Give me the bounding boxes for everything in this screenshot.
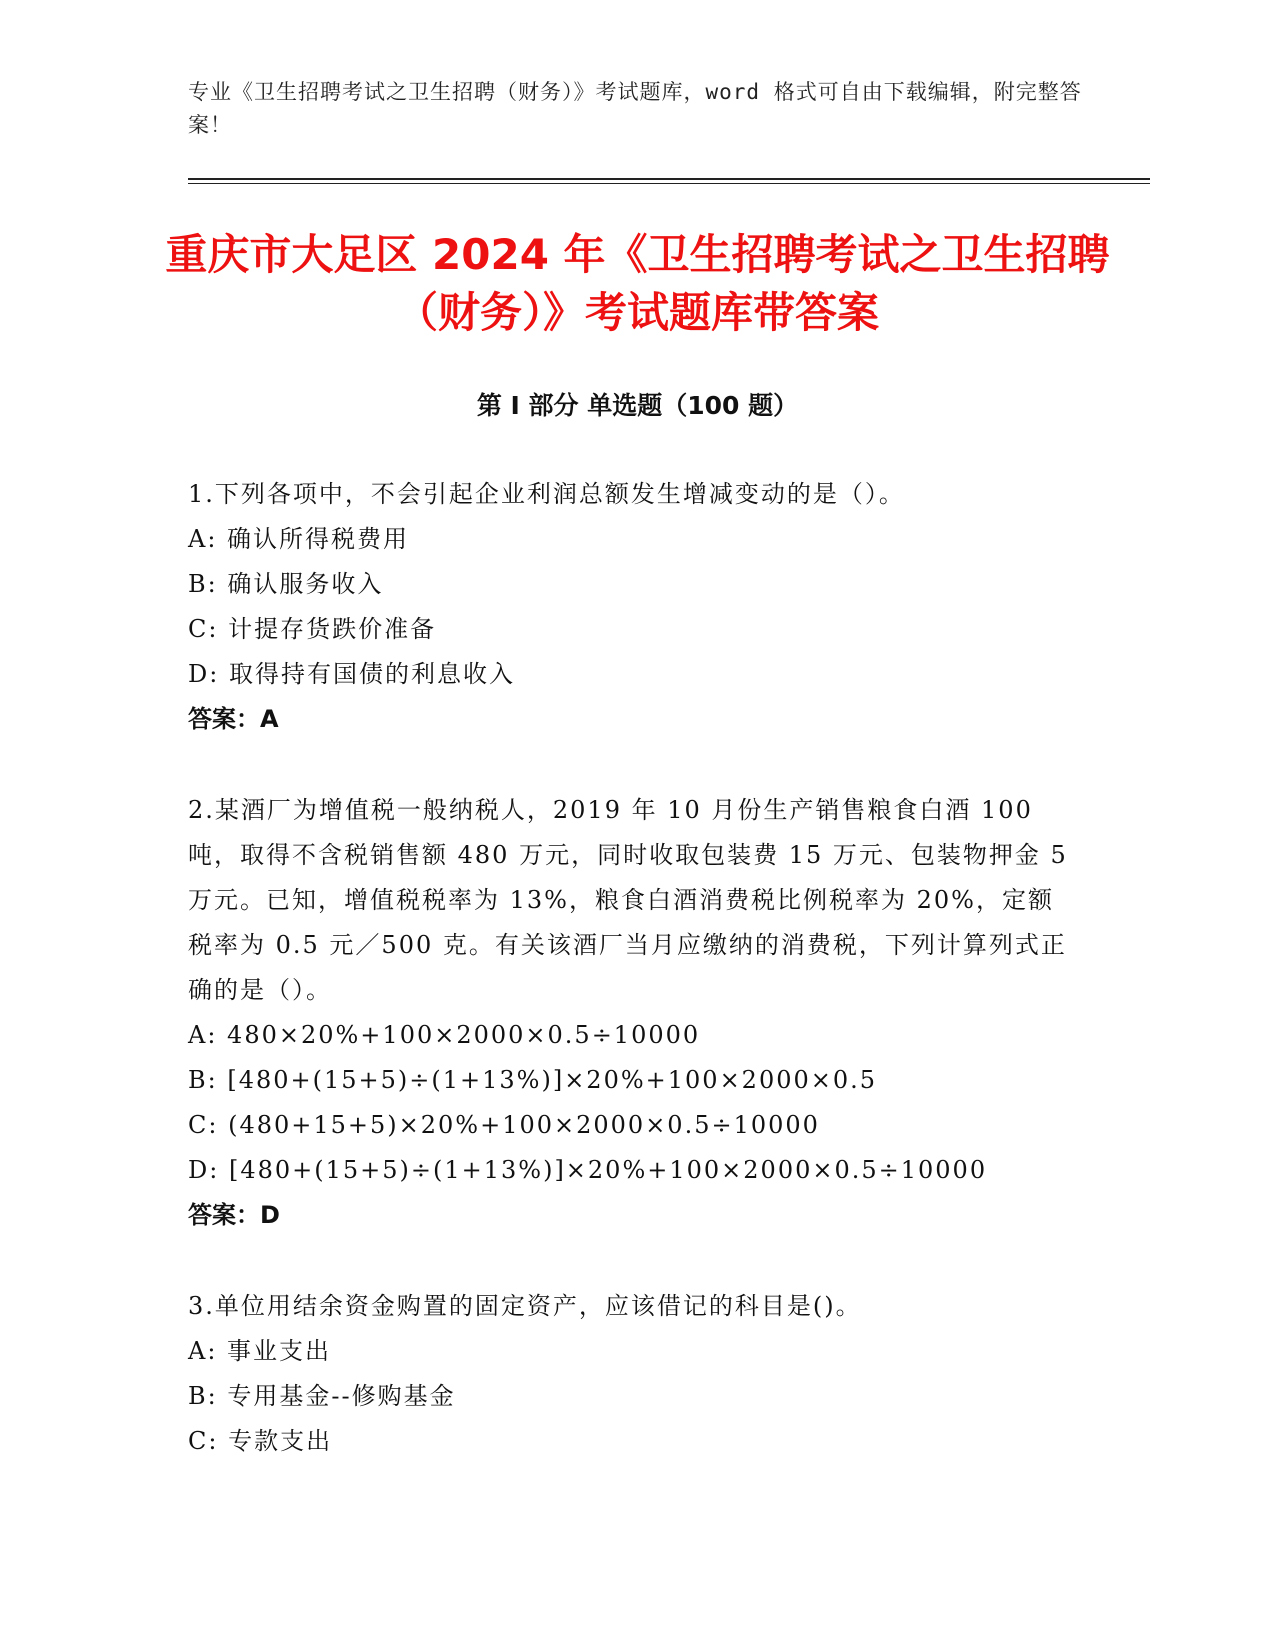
question-2	[188, 788, 1068, 1238]
answer-line: 答案：D	[188, 1201, 280, 1229]
option-b: B: [480+(15+5)÷(1+13%)]×20%+100×2000×0.5	[188, 1066, 878, 1094]
answer-line: 答案：A	[188, 705, 279, 733]
option-a: A: 480×20%+100×2000×0.5÷10000	[188, 1021, 701, 1049]
option-b: B: 专用基金--修购基金	[188, 1382, 456, 1410]
question-list	[188, 472, 1068, 1510]
question-3	[188, 1284, 1068, 1464]
option-b: B: 确认服务收入	[188, 570, 384, 598]
question-stem: 2.某酒厂为增值税一般纳税人，2019 年 10 月份生产销售粮食白酒 100 吨，取得不含税销售额 480 万元，同时收取包装费 15 万元、包装物押金 5 万元。已知，增值税税率为 13%，粮食白酒消费税比例税率为 20%，定额税率为 0.5 元／500 克。有关该酒厂当月应缴纳的消费税，下列计算列式正确的是（）。	[188, 796, 1068, 1004]
question-1	[188, 472, 1068, 742]
header-divider-thick	[188, 178, 1150, 180]
option-c: C: 专款支出	[188, 1427, 333, 1455]
option-a: A: 确认所得税费用	[188, 525, 410, 553]
header-divider-thin	[188, 183, 1150, 184]
section-title: 第 I 部分 单选题（100 题）	[476, 391, 799, 420]
option-c: C: 计提存货跌价准备	[188, 615, 437, 643]
option-d: D: 取得持有国债的利息收入	[188, 660, 515, 688]
option-d: D: [480+(15+5)÷(1+13%)]×20%+100×2000×0.5÷10000	[188, 1156, 988, 1184]
question-stem: 1.下列各项中，不会引起企业利润总额发生增减变动的是（）。	[188, 480, 905, 508]
option-a: A: 事业支出	[188, 1337, 332, 1365]
question-stem: 3.单位用结余资金购置的固定资产，应该借记的科目是()。	[188, 1292, 862, 1320]
document-title: 重庆市大足区 2024 年《卫生招聘考试之卫生招聘（财务）》考试题库带答案	[165, 230, 1110, 337]
header-note: 专业《卫生招聘考试之卫生招聘（财务）》考试题库，word 格式可自由下载编辑，附完整答案！	[188, 80, 1082, 137]
option-c: C: (480+15+5)×20%+100×2000×0.5÷10000	[188, 1111, 820, 1139]
